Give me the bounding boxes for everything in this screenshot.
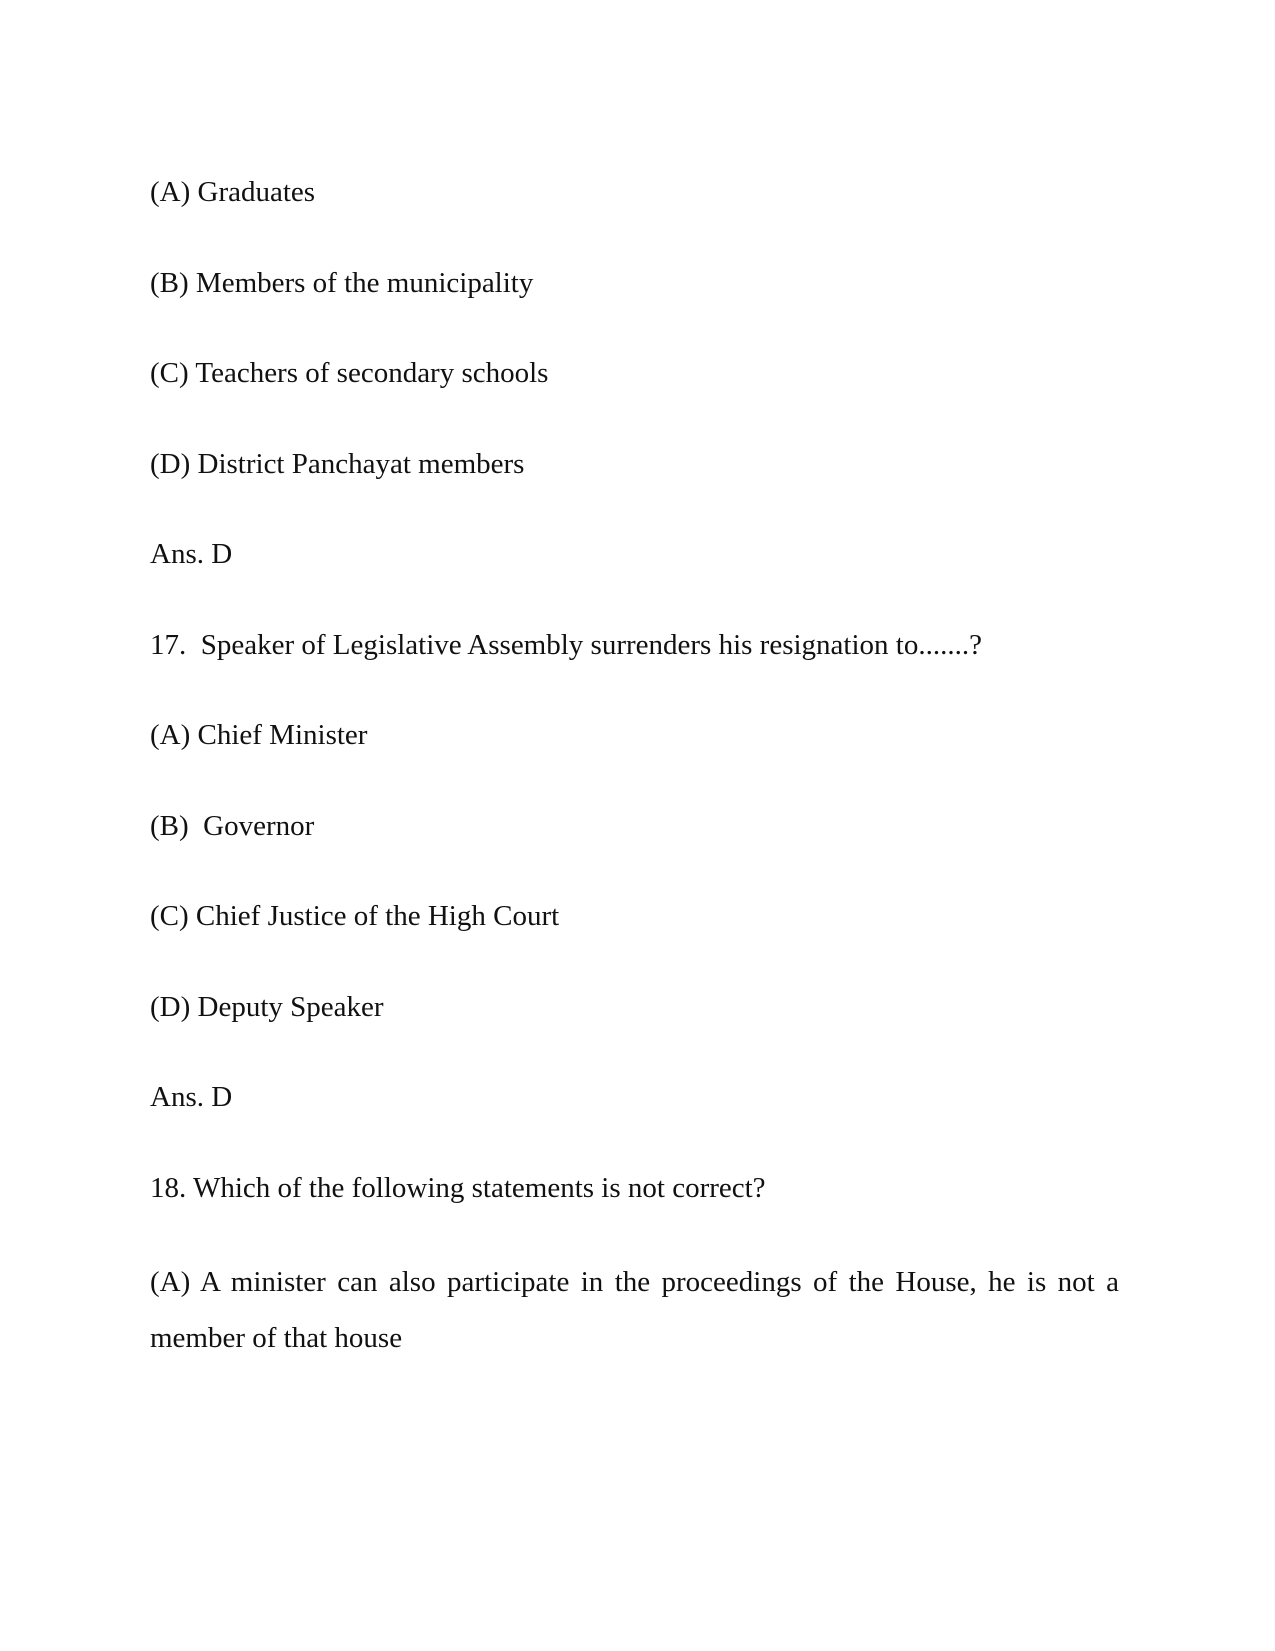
q17-option-c: (C) Chief Justice of the High Court <box>150 900 560 932</box>
document-text-column <box>150 174 1119 1366</box>
q18-question: 18. Which of the following statements is not correct? <box>150 1171 766 1204</box>
q16-option-d: (D) District Panchayat members <box>150 447 525 480</box>
q17-option-d: (D) Deputy Speaker <box>150 990 384 1023</box>
q16-option-a: (A) Graduates <box>150 176 316 208</box>
q16-answer: Ans. D <box>150 538 233 570</box>
q18-option-a <box>150 1254 1119 1366</box>
q16-option-b: (B) Members of the municipality <box>150 266 534 299</box>
q18-option-a-line1: (A) A minister can also participate in the proceedings of the House, he is not a <box>150 1265 1119 1298</box>
q18-option-a-line2: member of that house <box>150 1321 403 1354</box>
q17-option-b: (B) Governor <box>150 809 315 842</box>
q17-answer: Ans. D <box>150 1081 233 1113</box>
q17-option-a: (A) Chief Minister <box>150 719 368 751</box>
q17-question: 17. Speaker of Legislative Assembly surrenders his resignation to.......? <box>150 628 982 661</box>
q16-option-c: (C) Teachers of secondary schools <box>150 357 549 389</box>
